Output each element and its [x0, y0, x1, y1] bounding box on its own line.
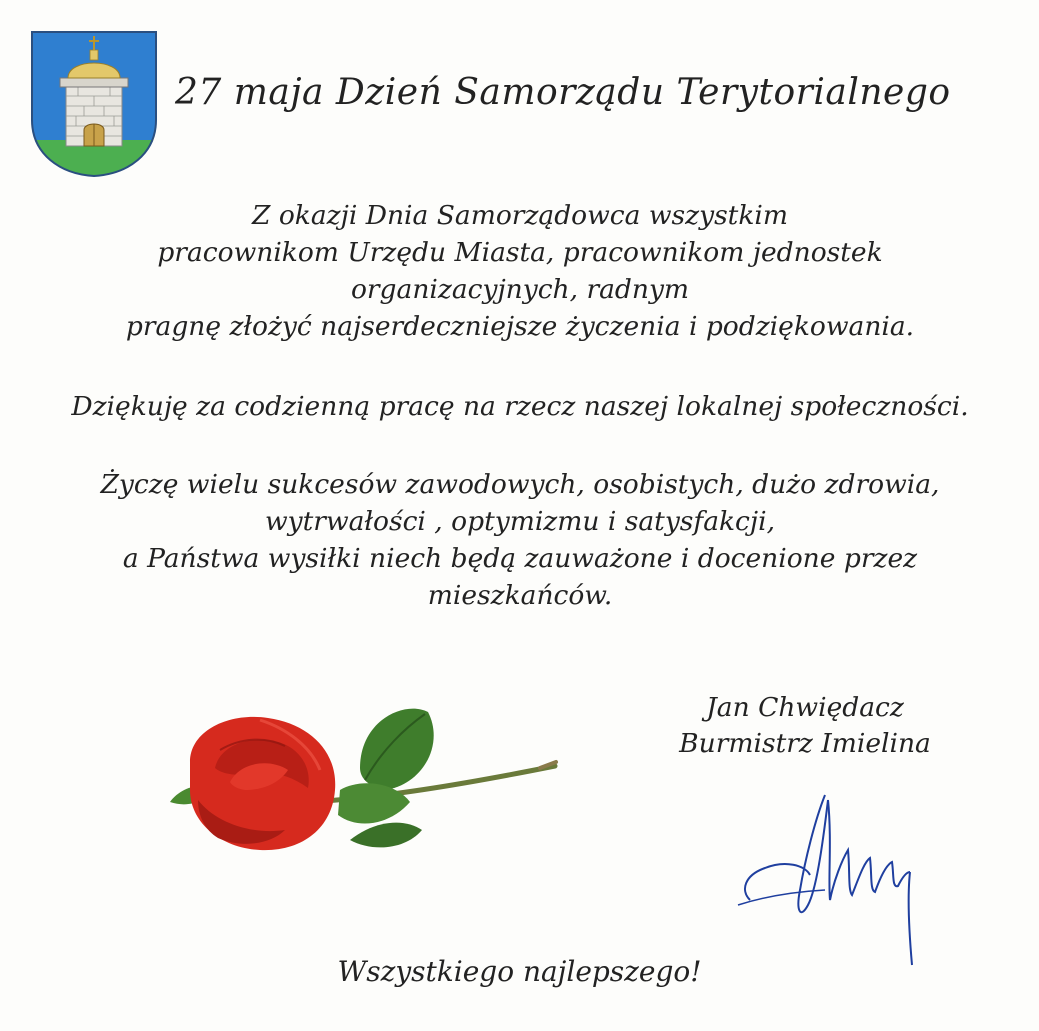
- wishes-line: Życzę wielu sukcesów zawodowych, osobistych, dużo zdrowia,: [100, 469, 940, 500]
- handwritten-signature: [730, 780, 940, 970]
- greeting-line: pracownikom Urzędu Miasta, pracownikom jednostek: [157, 237, 883, 268]
- closing-wish: Wszystkiego najlepszego!: [337, 955, 702, 988]
- wishes-line: a Państwa wysiłki niech będą zauważone i docenione przez: [122, 543, 918, 574]
- signatory-block: [620, 690, 990, 762]
- greeting-line: Z okazji Dnia Samorządowca wszystkim: [252, 200, 788, 231]
- signatory-position: Burmistrz Imielina: [679, 728, 931, 759]
- paragraph-wishes: [20, 466, 1020, 614]
- page-title: 27 maja Dzień Samorządu Terytorialnego: [175, 72, 951, 113]
- wishes-line: wytrwałości , optymizmu i satysfakcji,: [264, 506, 776, 537]
- rose-icon: [160, 690, 580, 870]
- signatory-name: Jan Chwiędacz: [706, 692, 904, 723]
- wishes-line: mieszkańców.: [427, 580, 613, 611]
- thanks-line: Dziękuję za codzienną pracę na rzecz naszej lokalnej społeczności.: [71, 391, 969, 422]
- greeting-line: pragnę złożyć najserdeczniejsze życzenia i podziękowania.: [125, 311, 915, 342]
- coat-of-arms-icon: [28, 28, 160, 178]
- paragraph-greeting: [20, 197, 1020, 345]
- paragraph-thanks: [20, 388, 1020, 425]
- greeting-line: organizacyjnych, radnym: [350, 274, 690, 305]
